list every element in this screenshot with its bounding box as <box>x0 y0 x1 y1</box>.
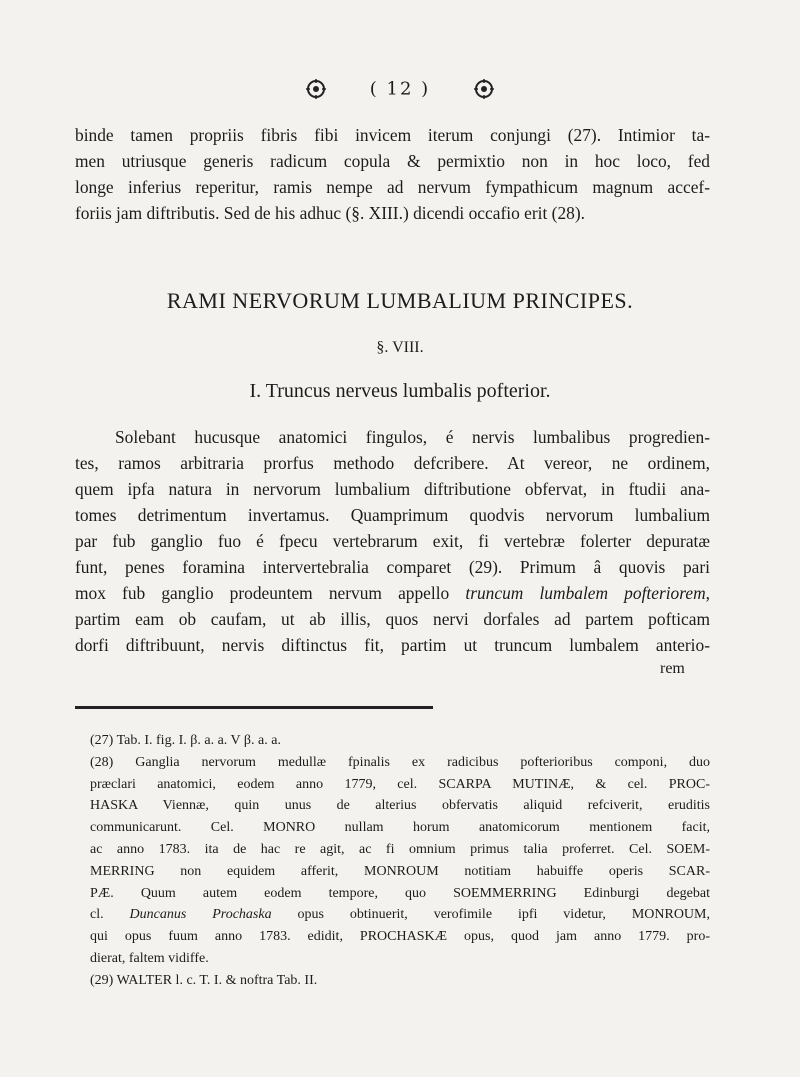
ornament-left-icon <box>306 79 326 99</box>
text-line: quem ipfa natura in nervorum lumbalium diftributione obfervat, in ftudii ana- <box>75 479 710 499</box>
text-line: men utriusque generis radicum copula & permixtio non in hoc loco, fed <box>75 151 710 171</box>
text-line: tes, ramos arbitraria prorfus methodo defcribere. At vereor, ne ordinem, <box>75 453 710 473</box>
footnote-28-line: HASKA Viennæ, quin unus de alterius obfervatis aliquid refciverit, eruditis <box>90 798 710 814</box>
text-line: par fub ganglio fuo é fpecu vertebrarum exit, fi vertebræ folerter depuratæ <box>75 531 710 551</box>
footnote-28-line: qui opus fuum anno 1783. edidit, PROCHASKÆ opus, quod jam anno 1779. pro- <box>90 929 710 945</box>
footnote-27: (27) Tab. I. fig. I. β. a. a. V β. a. a. <box>90 733 281 748</box>
page-header <box>0 78 800 100</box>
section-number: §. VIII. <box>376 339 424 356</box>
main-paragraph <box>75 424 710 658</box>
footnote-28-mixed-line <box>90 904 710 926</box>
text-line: tomes detrimentum invertamus. Quamprimum quodvis nervorum lumbalium <box>75 505 710 525</box>
footnote-28-line: (28) Ganglia nervorum medullæ fpinalis ex radicibus pofterioribus componi, duo <box>90 754 710 770</box>
page-number: ( 12 ) <box>369 78 431 100</box>
section-subtitle: I. Truncus nerveus lumbalis pofterior. <box>249 380 551 402</box>
text-line: Solebant hucusque anatomici fingulos, é nervis lumbalibus progredien- <box>115 427 710 447</box>
text-line: funt, penes foramina intervertebralia comparet (29). Primum â quovis pari <box>75 557 710 577</box>
footnote-28-line: præclari anatomici, eodem anno 1779, cel. SCARPA MUTINÆ, & cel. PROC- <box>90 776 710 792</box>
text-segment: opus obtinuerit, verofimile ipfi videtur, MONROUM, <box>297 907 710 923</box>
ornament-right-icon <box>474 79 494 99</box>
section-title: RAMI NERVORUM LUMBALIUM PRINCIPES. <box>166 288 634 313</box>
italic-names: Duncanus Prochaska <box>129 907 272 923</box>
footnote-28-line: PÆ. Quum autem eodem tempore, quo SOEMMERRING Edinburgi degebat <box>90 885 710 901</box>
text-segment: mox fub ganglio prodeuntem nervum appello <box>75 583 450 603</box>
footnote-28-line: dierat, faltem vidiffe. <box>90 950 209 966</box>
paragraph-continued <box>75 122 710 226</box>
text-segment: cl. <box>90 907 104 923</box>
text-line: dorfi diftribuunt, nervis diftinctus fit, partim ut truncum lumbalem anterio- <box>75 635 710 655</box>
footnote-29: (29) WALTER l. c. T. I. & noftra Tab. II. <box>90 972 318 988</box>
footnote-28-line: communicarunt. Cel. MONRO nullam horum anatomicorum mentionem facit, <box>90 820 710 836</box>
footnote-28-line: MERRING non equidem afferit, MONROUM notitiam habuiffe operis SCAR- <box>90 863 710 879</box>
text-line: partim eam ob caufam, ut ab illis, quos nervi dorfales ad partem pofticam <box>75 609 710 629</box>
text-line-mixed <box>75 580 710 606</box>
footnote-rule <box>75 706 433 709</box>
footnotes <box>90 730 710 992</box>
text-line: foriis jam diftributis. Sed de his adhuc (§. XIII.) dicendi occafio erit (28). <box>75 203 585 223</box>
footnote-28-line: ac anno 1783. ita de hac re agit, ac fi omnium primus talia proferret. Cel. SOEM- <box>90 841 710 857</box>
catchword: rem <box>660 660 685 677</box>
italic-term: truncum lumbalem pofteriorem, <box>465 583 711 603</box>
text-line: binde tamen propriis fibris fibi invicem iterum conjungi (27). Intimior ta- <box>75 125 710 145</box>
text-line: longe inferius reperitur, ramis nempe ad nervum fympathicum magnum accef- <box>75 177 710 197</box>
